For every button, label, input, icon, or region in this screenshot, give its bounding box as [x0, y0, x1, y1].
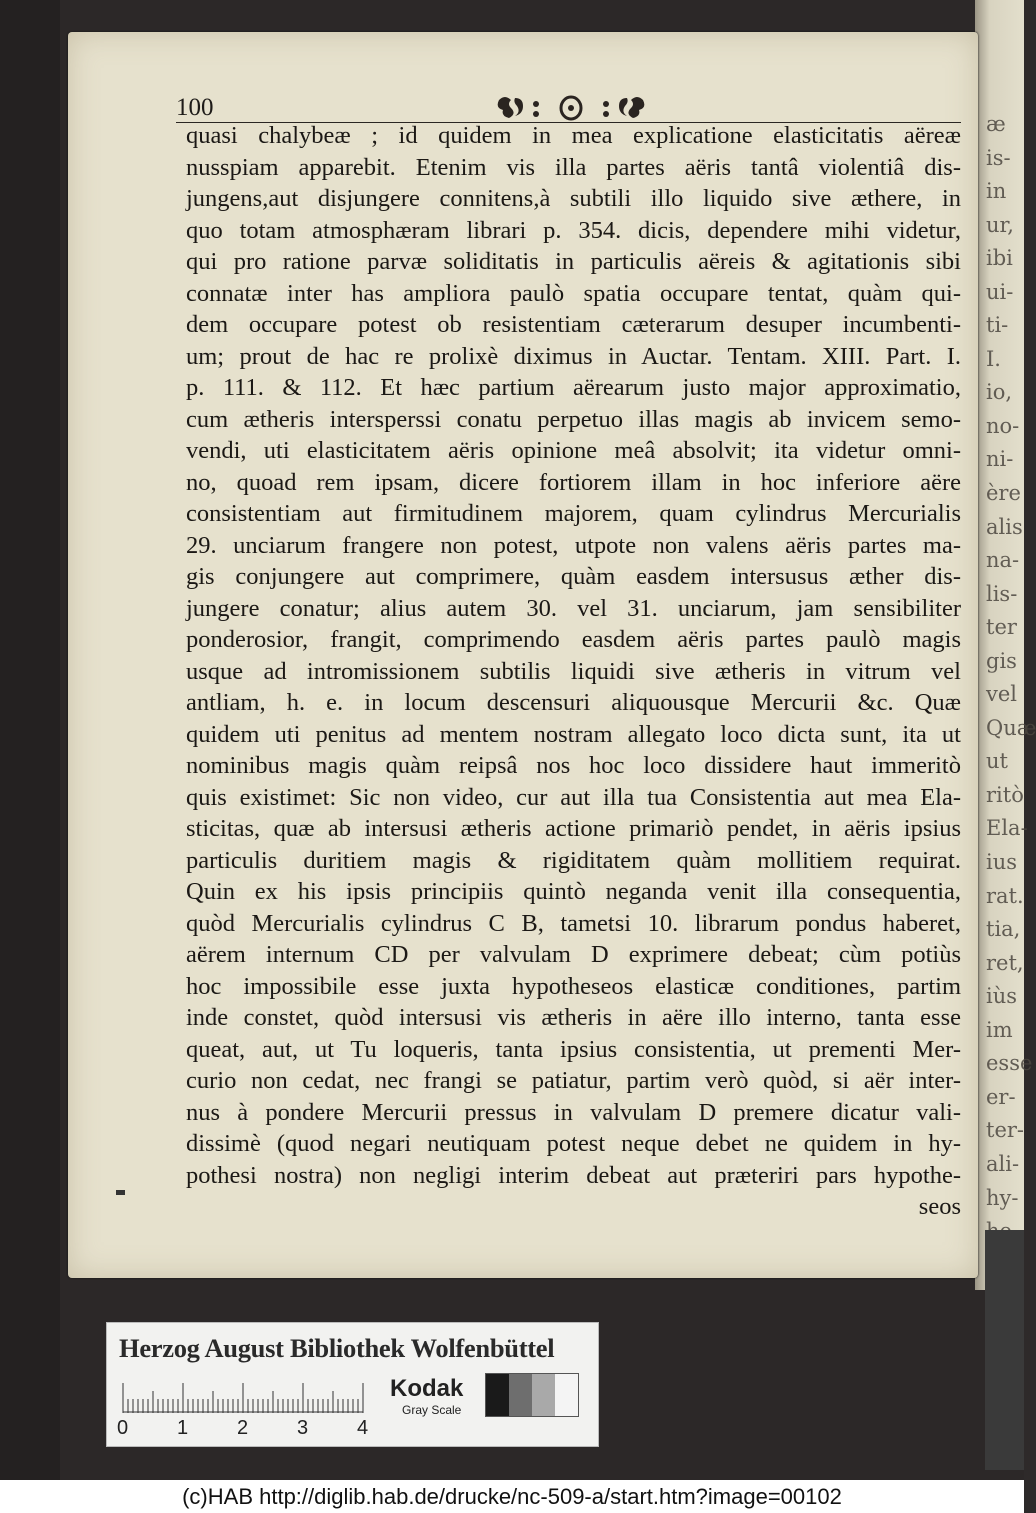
- text-line: hoc impossibile esse juxta hypotheseos elasticæ conditiones, partim: [186, 972, 961, 1000]
- text-line: Quin ex his ipsis principiis quintò neganda venit illa consequentia,: [186, 878, 961, 905]
- gray-scale-swatches: [485, 1373, 579, 1417]
- text-line: ponderosior, frangit, comprimendo easdem aëris partes paulò magis: [186, 626, 961, 653]
- facing-fragment: no-: [986, 413, 1020, 438]
- text-line: vendi, uti elasticitatem aëris opinione meâ absolvit; ita videtur omni-: [186, 437, 961, 464]
- text-line: nus à pondere Mercurii pressus in valvulam D premere dicatur vali-: [186, 1098, 961, 1126]
- text-line: seos: [918, 1193, 961, 1220]
- library-target-card: [106, 1322, 599, 1447]
- text-line: quasi chalybeæ ; id quidem in mea explicatione elasticitatis aëreæ: [186, 122, 961, 149]
- ruler-label-3: 3: [297, 1417, 309, 1439]
- library-name: Herzog August Bibliothek Wolfenbüttel: [119, 1333, 555, 1363]
- facing-fragment: esse: [986, 1051, 1033, 1076]
- facing-fragment: ali-: [986, 1151, 1020, 1176]
- ruler-label-4: 4: [357, 1417, 369, 1439]
- ruler-label-1: 1: [177, 1417, 189, 1439]
- facing-fragment: ter-: [986, 1118, 1025, 1143]
- text-line: no, quoad rem ipsam, dicere fortiorem illam in hoc inferiore aëre: [186, 468, 961, 496]
- text-line: qui pro ratione parvæ soliditatis in particulis aëreis & agitationis sibi: [186, 248, 961, 275]
- facing-fragment: ui-: [986, 279, 1014, 304]
- text-line: quòd Mercurialis cylindrus C B, tametsi 10. librarum pondus haberet,: [186, 909, 961, 937]
- text-line: connatæ inter has ampliora paulò spatia occupare tentat, quàm qui-: [186, 279, 961, 307]
- text-line: cum ætheris intersperssi conatu perpetuo illas magis ab invicem semo-: [186, 405, 961, 433]
- text-line: um; prout de hac re prolixè diximus in Auctar. Tentam. XIII. Part. I.: [186, 342, 961, 370]
- text-line: sticitas, quæ ab intersusi ætheris actione primariò pendet, in aëris ipsius: [186, 815, 961, 842]
- facing-fragment: na-: [986, 548, 1020, 573]
- text-line: quidem uti penitus ad mentem nostram allegato loco dicta sunt, ita ut: [186, 720, 961, 748]
- text-line: quo totam atmosphæram librari p. 354. dicis, dependere mihi videtur,: [186, 216, 961, 244]
- gray-swatch: [486, 1374, 509, 1416]
- facing-fragment: ius: [986, 850, 1018, 875]
- kodak-logo: Kodak: [390, 1375, 464, 1402]
- facing-fragment: æ: [986, 112, 1006, 136]
- text-line: consistentiam aut firmitudinem majorem, quam cylindrus Mercurialis: [186, 500, 961, 527]
- facing-fragment: ibi: [986, 246, 1013, 271]
- text-line: p. 111. & 112. Et hæc partium aërearum justo major approximatio,: [186, 374, 961, 401]
- facing-page-text: [986, 108, 1036, 1282]
- facing-fragment: rat.: [986, 883, 1024, 908]
- gray-swatch: [532, 1374, 555, 1416]
- facing-fragment: ni-: [986, 447, 1014, 472]
- facing-fragment: ère: [986, 481, 1021, 506]
- text-line: jungens,aut disjungere connitens,à subtili illo liquido sive æthere, in: [186, 185, 961, 212]
- gray-scale-label: Gray Scale: [402, 1403, 462, 1417]
- gray-swatch: [509, 1374, 532, 1416]
- text-line: dissimè (quod negari neutiquam potest neque debet ne quidem in hy-: [186, 1130, 961, 1157]
- facing-fragment: in: [986, 179, 1007, 204]
- printers-ornament: [491, 92, 651, 122]
- facing-fragment: Ela-: [986, 816, 1028, 841]
- facing-fragment: is-: [986, 145, 1011, 170]
- text-line: curio non cedat, nec frangi se patiatur, partim verò quòd, si aër inter-: [186, 1067, 961, 1094]
- body-text: [186, 120, 961, 1223]
- facing-fragment: Quæ: [986, 715, 1036, 740]
- facing-fragment: ur,: [986, 212, 1014, 237]
- facing-fragment: ritò: [986, 782, 1024, 807]
- facing-fragment: vel: [986, 682, 1018, 707]
- text-line: nusspiam apparebit. Etenim vis illa partes aëris tantâ violentiâ dis-: [186, 153, 961, 181]
- facing-fragment: io,: [986, 380, 1013, 405]
- gray-swatch: [555, 1374, 578, 1416]
- book-spine: [0, 0, 60, 1480]
- ink-speck: [116, 1190, 125, 1195]
- ruler-label-0: 0: [117, 1417, 129, 1439]
- text-line: usque ad intromissionem subtilis liquidi sive ætheris in vitrum vel: [186, 657, 961, 685]
- facing-fragment: gis: [986, 648, 1017, 673]
- facing-fragment: iùs: [986, 984, 1018, 1009]
- page-number: 100: [176, 94, 214, 121]
- text-line: dem occupare potest ob resistentiam cæterarum desuper incumbenti-: [186, 311, 961, 338]
- text-line: pothesi nostra) non negligi interim debeat aut præteriri pars hypothe-: [186, 1161, 961, 1189]
- facing-fragment: tia,: [986, 917, 1021, 942]
- facing-fragment: hy-: [986, 1185, 1019, 1210]
- facing-fragment: alis: [986, 514, 1023, 539]
- facing-fragment: lis-: [986, 581, 1018, 606]
- text-line: nominibus magis quàm reipsâ nos hoc loco dissidere haut immeritò: [186, 752, 961, 779]
- text-line: quis existimet: Sic non video, cur aut illa tua Consistentia aut mea Ela-: [186, 783, 961, 811]
- facing-page-shadow: [985, 1230, 1024, 1470]
- text-line: antliam, h. e. in locum descensuri aliquousque Mercurii &c. Quæ: [186, 689, 961, 716]
- facing-fragment: ti-: [986, 313, 1009, 338]
- facing-fragment: im: [986, 1017, 1013, 1042]
- text-line: aërem internum CD per valvulam D exprimere debeat; cùm potiùs: [186, 941, 961, 968]
- footer-credit: (c)HAB http://diglib.hab.de/drucke/nc-509-a/start.htm?image=00102: [0, 1480, 1024, 1513]
- text-line: 29. unciarum frangere non potest, utpote non valens aëris partes ma-: [186, 531, 961, 559]
- ruler-label-2: 2: [237, 1417, 249, 1439]
- facing-fragment: ut: [986, 749, 1008, 774]
- facing-fragment: er-: [986, 1084, 1016, 1109]
- scale-ruler: [121, 1379, 371, 1413]
- facing-fragment: ret,: [986, 950, 1024, 975]
- text-line: gis conjungere aut comprimere, quàm easdem intersusus æther dis-: [186, 563, 961, 590]
- text-line: inde constet, quòd intersusi vis ætheris in aëre illo interno, tanta esse: [186, 1004, 961, 1031]
- facing-fragment: I.: [986, 346, 1001, 371]
- text-line: jungere conatur; alius autem 30. vel 31. unciarum, jam sensibiliter: [186, 594, 961, 622]
- facing-fragment: ter: [986, 615, 1017, 640]
- text-line: particulis duritiem magis & rigiditatem quàm mollitiem requirat.: [186, 846, 961, 874]
- text-line: queat, aut, ut Tu loqueris, tanta ipsius consistentia, ut prementi Mer-: [186, 1035, 961, 1063]
